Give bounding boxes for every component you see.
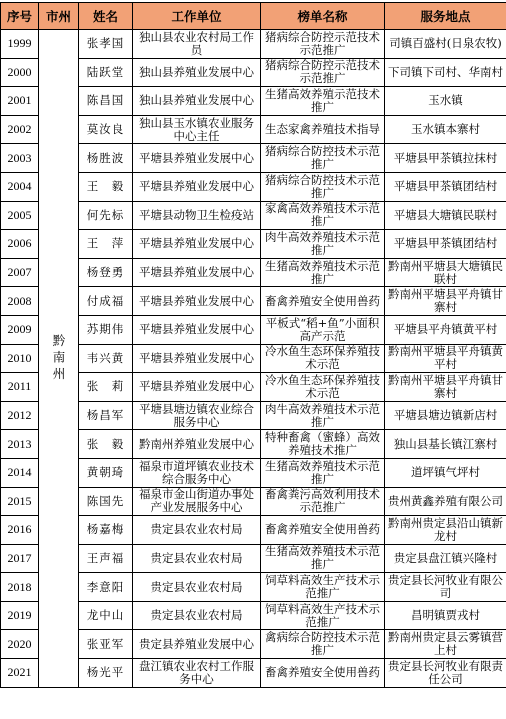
cell-award: 生猪高效养殖示范技术推广	[261, 87, 385, 116]
cell-place: 平塘县大塘镇民联村	[385, 201, 506, 230]
cell-award: 特种畜禽（蜜蜂）高效养殖技术推广	[261, 430, 385, 459]
cell-name: 张 莉	[79, 373, 133, 402]
cell-unit: 平塘县养殖业发展中心	[133, 258, 261, 287]
cell-seq: 1999	[1, 30, 39, 59]
cell-unit: 平塘县养殖业发展中心	[133, 344, 261, 373]
cell-seq: 2007	[1, 258, 39, 287]
cell-name: 李意阳	[79, 573, 133, 602]
cell-name: 杨光平	[79, 659, 133, 688]
cell-place: 贵定县长河牧业有限公司	[385, 573, 506, 602]
cell-name: 王声福	[79, 544, 133, 573]
cell-unit: 平塘县养殖业发展中心	[133, 172, 261, 201]
cell-name: 龙中山	[79, 601, 133, 630]
cell-place: 平塘县甲茶镇拉抹村	[385, 144, 506, 173]
cell-unit: 福泉市金山街道办事处产业发展服务中心	[133, 487, 261, 516]
cell-seq: 2001	[1, 87, 39, 116]
cell-award: 畜禽粪污高效利用技术示范推广	[261, 487, 385, 516]
cell-unit: 平塘县塘边镇农业综合服务中心	[133, 401, 261, 430]
cell-name: 王 萍	[79, 230, 133, 259]
cell-city: 黔南州	[39, 30, 79, 688]
cell-seq: 2015	[1, 487, 39, 516]
cell-place: 昌明镇贾戎村	[385, 601, 506, 630]
cell-place: 贵定县长河牧业有限责任公司	[385, 659, 506, 688]
cell-unit: 平塘县养殖业发展中心	[133, 144, 261, 173]
cell-name: 黄朝琦	[79, 458, 133, 487]
header-unit: 工作单位	[133, 3, 261, 30]
cell-name: 杨昌军	[79, 401, 133, 430]
cell-seq: 2004	[1, 172, 39, 201]
cell-unit: 平塘县养殖业发展中心	[133, 373, 261, 402]
cell-award: 禽病综合防控技术示范推广	[261, 630, 385, 659]
cell-unit: 平塘县养殖业发展中心	[133, 287, 261, 316]
cell-award: 猪病综合防控示范技术示范推广	[261, 30, 385, 59]
cell-seq: 2017	[1, 544, 39, 573]
cell-seq: 2010	[1, 344, 39, 373]
cell-unit: 黔南州养殖业发展中心	[133, 430, 261, 459]
cell-award: 猪病综合防控技术示范推广	[261, 172, 385, 201]
cell-unit: 盘江镇农业农村工作服务中心	[133, 659, 261, 688]
cell-award: 冷水鱼生态环保养殖技术示范	[261, 373, 385, 402]
cell-unit: 独山县养殖业发展中心	[133, 58, 261, 87]
cell-seq: 2016	[1, 516, 39, 545]
cell-place: 黔南州贵定县沿山镇新龙村	[385, 516, 506, 545]
table-body	[1, 30, 506, 688]
cell-award: 冷水鱼生态环保养殖技术示范	[261, 344, 385, 373]
cell-place: 平塘县甲茶镇团结村	[385, 230, 506, 259]
cell-place: 下司镇下司村、华南村	[385, 58, 506, 87]
cell-name: 苏期伟	[79, 315, 133, 344]
cell-award: 生态家禽养殖技术指导	[261, 115, 385, 144]
cell-award: 平板式“稻+鱼”小面积高产示范	[261, 315, 385, 344]
cell-name: 何先标	[79, 201, 133, 230]
cell-unit: 独山县玉水镇农业服务中心主任	[133, 115, 261, 144]
table-header-row	[1, 3, 506, 30]
cell-name: 张亚军	[79, 630, 133, 659]
cell-place: 黔南州贵定县云雾镇营上村	[385, 630, 506, 659]
cell-award: 生猪高效养殖技术示范推广	[261, 544, 385, 573]
cell-name: 陈国先	[79, 487, 133, 516]
cell-seq: 2019	[1, 601, 39, 630]
cell-award: 畜禽养殖安全使用兽药	[261, 516, 385, 545]
cell-place: 玉水镇本寨村	[385, 115, 506, 144]
cell-place: 平塘县甲茶镇团结村	[385, 172, 506, 201]
cell-place: 黔南州平塘县平舟镇黄平村	[385, 344, 506, 373]
cell-unit: 福泉市道坪镇农业技术综合服务中心	[133, 458, 261, 487]
cell-seq: 2018	[1, 573, 39, 602]
cell-seq: 2002	[1, 115, 39, 144]
cell-name: 莫汝良	[79, 115, 133, 144]
cell-name: 张 毅	[79, 430, 133, 459]
cell-award: 生猪高效养殖技术示范推广	[261, 258, 385, 287]
header-name: 姓名	[79, 3, 133, 30]
cell-unit: 平塘县养殖业发展中心	[133, 230, 261, 259]
cell-name: 杨胜波	[79, 144, 133, 173]
cell-name: 韦兴黄	[79, 344, 133, 373]
cell-place: 贵州黄鑫养殖有限公司	[385, 487, 506, 516]
cell-unit: 平塘县动物卫生检疫站	[133, 201, 261, 230]
cell-award: 猪病综合防控技术示范推广	[261, 144, 385, 173]
cell-unit: 平塘县养殖业发展中心	[133, 315, 261, 344]
cell-seq: 2020	[1, 630, 39, 659]
cell-unit: 贵定县农业农村局	[133, 573, 261, 602]
cell-name: 陆跃堂	[79, 58, 133, 87]
cell-seq: 2008	[1, 287, 39, 316]
header-city: 市州	[39, 3, 79, 30]
cell-seq: 2013	[1, 430, 39, 459]
cell-award: 猪病综合防控示范技术示范推广	[261, 58, 385, 87]
cell-seq: 2011	[1, 373, 39, 402]
cell-seq: 2000	[1, 58, 39, 87]
cell-place: 贵定县盘江镇兴隆村	[385, 544, 506, 573]
header-place: 服务地点	[385, 3, 506, 30]
cell-unit: 贵定县养殖业发展中心	[133, 630, 261, 659]
cell-award: 肉牛高效养殖技术示范推广	[261, 401, 385, 430]
cell-name: 王 毅	[79, 172, 133, 201]
award-list-table	[0, 2, 506, 688]
cell-place: 道坪镇气坪村	[385, 458, 506, 487]
cell-award: 饲草料高效生产技术示范推广	[261, 601, 385, 630]
cell-award: 畜禽养殖安全使用兽药	[261, 659, 385, 688]
cell-seq: 2021	[1, 659, 39, 688]
cell-seq: 2009	[1, 315, 39, 344]
header-seq: 序号	[1, 3, 39, 30]
cell-award: 家禽高效养殖技术示范推广	[261, 201, 385, 230]
cell-unit: 贵定县农业农村局	[133, 544, 261, 573]
cell-place: 司镇百盛村(日泉农牧)	[385, 30, 506, 59]
header-award: 榜单名称	[261, 3, 385, 30]
cell-place: 黔南州平塘县大塘镇民联村	[385, 258, 506, 287]
cell-place: 黔南州平塘县平舟镇甘寨村	[385, 287, 506, 316]
cell-name: 杨登勇	[79, 258, 133, 287]
cell-seq: 2012	[1, 401, 39, 430]
cell-unit: 独山县养殖业发展中心	[133, 87, 261, 116]
cell-place: 平塘县平舟镇黄平村	[385, 315, 506, 344]
cell-seq: 2005	[1, 201, 39, 230]
cell-place: 玉水镇	[385, 87, 506, 116]
cell-name: 陈昌国	[79, 87, 133, 116]
cell-name: 杨嘉梅	[79, 516, 133, 545]
table-row	[1, 30, 506, 59]
cell-award: 肉牛高效养殖技术示范推广	[261, 230, 385, 259]
cell-unit: 独山县农业农村局工作员	[133, 30, 261, 59]
cell-place: 平塘县塘边镇新店村	[385, 401, 506, 430]
cell-award: 饲草料高效生产技术示范推广	[261, 573, 385, 602]
cell-place: 独山县基长镇江寨村	[385, 430, 506, 459]
cell-name: 张孝国	[79, 30, 133, 59]
cell-award: 畜禽养殖安全使用兽药	[261, 287, 385, 316]
cell-place: 黔南州平塘县平舟镇甘寨村	[385, 373, 506, 402]
cell-name: 付成福	[79, 287, 133, 316]
cell-unit: 贵定县农业农村局	[133, 516, 261, 545]
cell-seq: 2003	[1, 144, 39, 173]
cell-seq: 2006	[1, 230, 39, 259]
cell-seq: 2014	[1, 458, 39, 487]
cell-award: 生猪高效养殖技术示范推广	[261, 458, 385, 487]
cell-unit: 贵定县农业农村局	[133, 601, 261, 630]
